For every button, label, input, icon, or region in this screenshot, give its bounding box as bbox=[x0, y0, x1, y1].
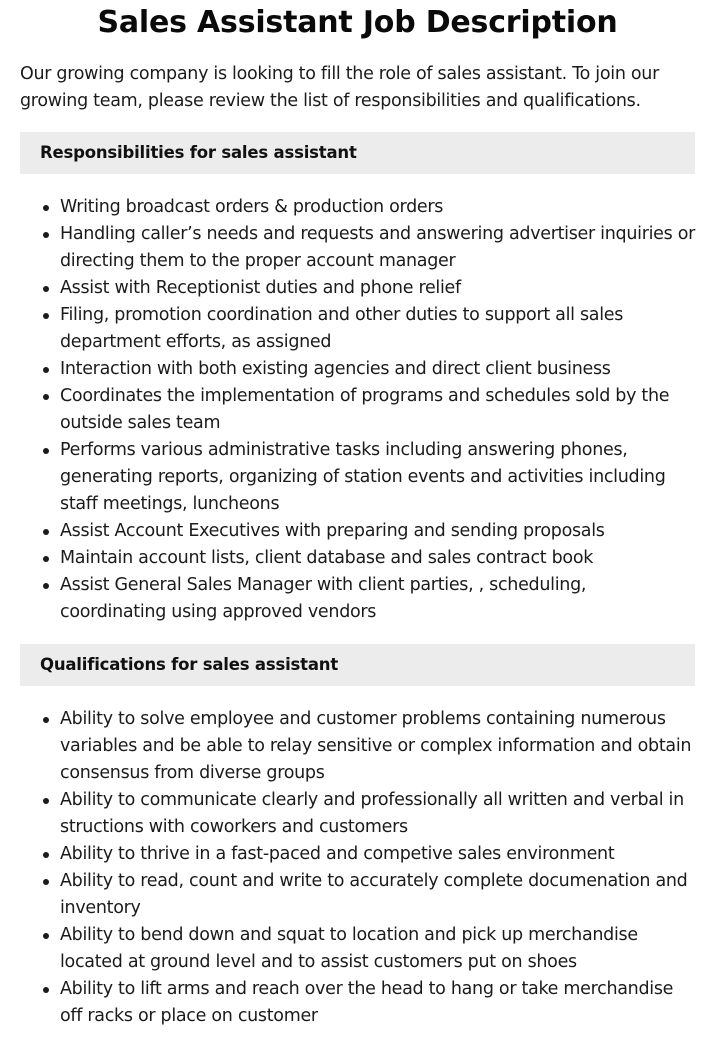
responsibility-item: Interaction with both existing agencies and direct client business bbox=[60, 356, 695, 383]
responsibility-item: Assist Account Executives with preparing and sending proposals bbox=[60, 518, 695, 545]
responsibility-item: Handling caller’s needs and requests and answering advertiser inquiries or directing them to the proper account manager bbox=[60, 221, 695, 275]
qualifications-list bbox=[20, 706, 695, 1030]
qualification-item: Ability to lift arms and reach over the head to hang or take merchandise off racks or place on customer bbox=[60, 976, 695, 1030]
qualification-item: Ability to communicate clearly and professionally all written and verbal in structions with coworkers and customers bbox=[60, 787, 695, 841]
responsibility-item: Filing, promotion coordination and other duties to support all sales department efforts, as assigned bbox=[60, 302, 695, 356]
responsibility-item: Maintain account lists, client database and sales contract book bbox=[60, 545, 695, 572]
responsibility-item: Assist with Receptionist duties and phone relief bbox=[60, 275, 695, 302]
responsibilities-heading: Responsibilities for sales assistant bbox=[20, 132, 695, 174]
responsibility-item: Writing broadcast orders & production orders bbox=[60, 194, 695, 221]
qualification-item: Ability to bend down and squat to location and pick up merchandise located at ground level and to assist customers put on shoes bbox=[60, 922, 695, 976]
intro-paragraph: Our growing company is looking to fill the role of sales assistant. To join our growing team, please review the list of responsibilities and qualifications. bbox=[20, 64, 659, 111]
qualification-item: Ability to thrive in a fast-paced and competive sales environment bbox=[60, 841, 695, 868]
qualification-item: Ability to solve employee and customer problems containing numerous variables and be able to relay sensitive or complex information and obtain consensus from diverse groups bbox=[60, 706, 695, 787]
qualifications-heading: Qualifications for sales assistant bbox=[20, 644, 695, 686]
page-title: Sales Assistant Job Description bbox=[97, 5, 618, 40]
responsibility-item: Coordinates the implementation of programs and schedules sold by the outside sales team bbox=[60, 383, 695, 437]
responsibilities-list bbox=[20, 194, 695, 626]
qualification-item: Ability to read, count and write to accurately complete documenation and inventory bbox=[60, 868, 695, 922]
responsibility-item: Assist General Sales Manager with client parties, , scheduling, coordinating using approved vendors bbox=[60, 572, 695, 626]
responsibility-item: Performs various administrative tasks including answering phones, generating reports, organizing of station events and activities including staff meetings, luncheons bbox=[60, 437, 695, 518]
